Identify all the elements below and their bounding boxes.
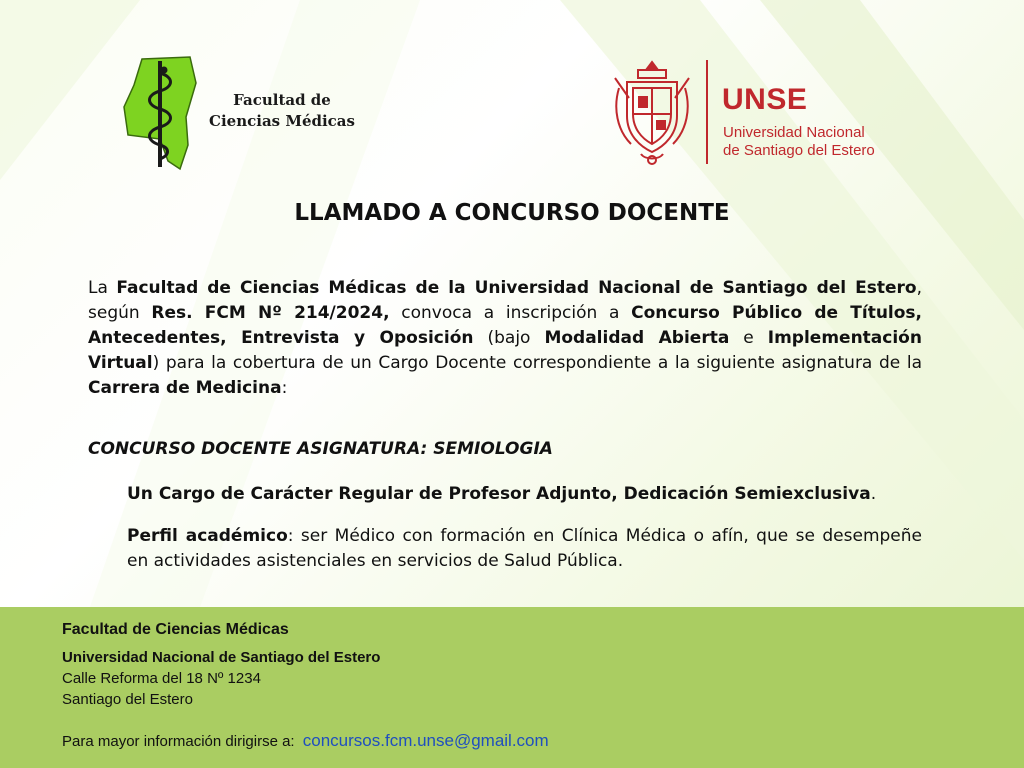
footer-info [62,731,549,751]
page-title: LLAMADO A CONCURSO DOCENTE [294,200,730,226]
cargo-end: . [870,484,877,504]
faculty-logo-name [192,90,372,132]
intro-text: , según [88,278,922,323]
intro-bold-institution: Facultad de Ciencias Médicas de la Universidad Nacional de Santiago del Estero [116,278,917,298]
faculty-logo-line1: Facultad de [233,91,331,109]
cargo-bold-text: Un Cargo de Carácter Regular de Profesor Adjunto, Dedicación Semiexclusiva [127,484,871,504]
intro-text: : [281,378,288,398]
unse-full-name [723,124,875,160]
intro-bold-contest-type: Concurso Público de Títulos, Antecedentes, Entrevista y Oposición [88,303,923,348]
faculty-logo-line2: Ciencias Médicas [209,112,355,130]
footer [0,607,1024,768]
perfil-label: Perfil académico [127,526,288,546]
footer-faculty: Facultad de Ciencias Médicas [62,621,289,638]
footer-info-label: Para mayor información dirigirse a: [62,733,295,750]
unse-abbreviation: UNSE [722,83,808,116]
intro-paragraph [88,276,922,401]
intro-text: La [88,278,117,298]
perfil-academico [127,524,922,574]
footer-email-link[interactable]: concursos.fcm.unse@gmail.com [302,731,549,750]
unse-name-line2: de Santiago del Estero [723,142,875,159]
unse-divider [706,60,708,164]
intro-text: ) para la cobertura de un Cargo Docente correspondiente a la siguiente asignatura de la [152,353,922,373]
intro-text: convoca a inscripción a [389,303,632,323]
intro-bold-implementation: Implementación Virtual [88,328,922,373]
cargo-description [127,482,922,507]
intro-bold-resolution: Res. FCM Nº 214/2024, [151,303,390,323]
intro-bold-modality: Modalidad Abierta [544,328,730,348]
footer-city: Santiago del Estero [62,691,193,708]
footer-address: Calle Reforma del 18 Nº 1234 [62,670,261,687]
intro-bold-career: Carrera de Medicina [88,378,282,398]
faculty-logo-icon [120,55,200,173]
concurso-heading: CONCURSO DOCENTE ASIGNATURA: SEMIOLOGIA [88,439,553,459]
intro-text: (bajo [473,328,545,348]
perfil-text: : ser Médico con formación en Clínica Médica o afín, que se desempeñe en actividades asistenciales en servicios de Salud Pública. [127,526,922,571]
intro-text: e [729,328,768,348]
unse-crest-icon [611,58,693,166]
unse-name-line1: Universidad Nacional [723,124,865,141]
footer-university: Universidad Nacional de Santiago del Estero [62,649,381,666]
